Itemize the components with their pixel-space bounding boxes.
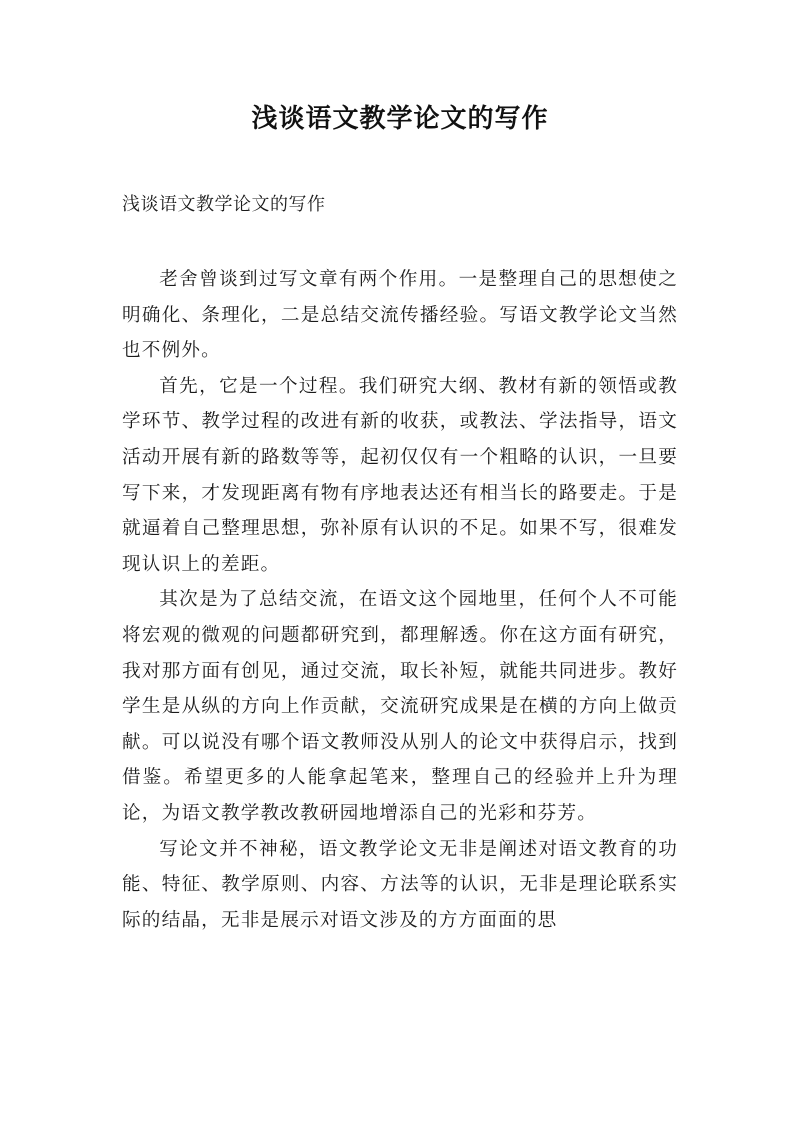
document-title: 浅谈语文教学论文的写作 bbox=[251, 104, 549, 134]
paragraph: 老舍曾谈到过写文章有两个作用。一是整理自己的思想使之明确化、条理化，二是总结交流传播经验。写语文教学论文当然也不例外。 bbox=[122, 269, 678, 362]
document-body bbox=[122, 262, 678, 938]
paragraph: 其次是为了总结交流，在语文这个园地里，任何个人不可能将宏观的微观的问题都研究到，都理解透。你在这方面有研究，我对那方面有创见，通过交流，取长补短，就能共同进步。教好学生是从纵的方向上作贡献，交流研究成果是在横的方向上做贡献。可以说没有哪个语文教师没从别人的论文中获得启示，找到借鉴。希望更多的人能拿起笔来，整理自己的经验并上升为理论，为语文教学教改教研园地增添自己的光彩和芬芳。 bbox=[122, 589, 678, 824]
paragraph: 写论文并不神秘，语文教学论文无非是阐述对语文教育的功能、特征、教学原则、内容、方法等的认识，无非是理论联系实际的结晶，无非是展示对语文涉及的方方面面的思 bbox=[122, 838, 678, 931]
document-subtitle: 浅谈语文教学论文的写作 bbox=[122, 194, 326, 215]
paragraph: 首先，它是一个过程。我们研究大纲、教材有新的领悟或教学环节、教学过程的改进有新的收获，或教法、学法指导，语文活动开展有新的路数等等，起初仅仅有一个粗略的认识，一旦要写下来，才发现距离有物有序地表达还有相当长的路要走。于是就逼着自己整理思想，弥补原有认识的不足。如果不写，很难发现认识上的差距。 bbox=[122, 375, 678, 575]
